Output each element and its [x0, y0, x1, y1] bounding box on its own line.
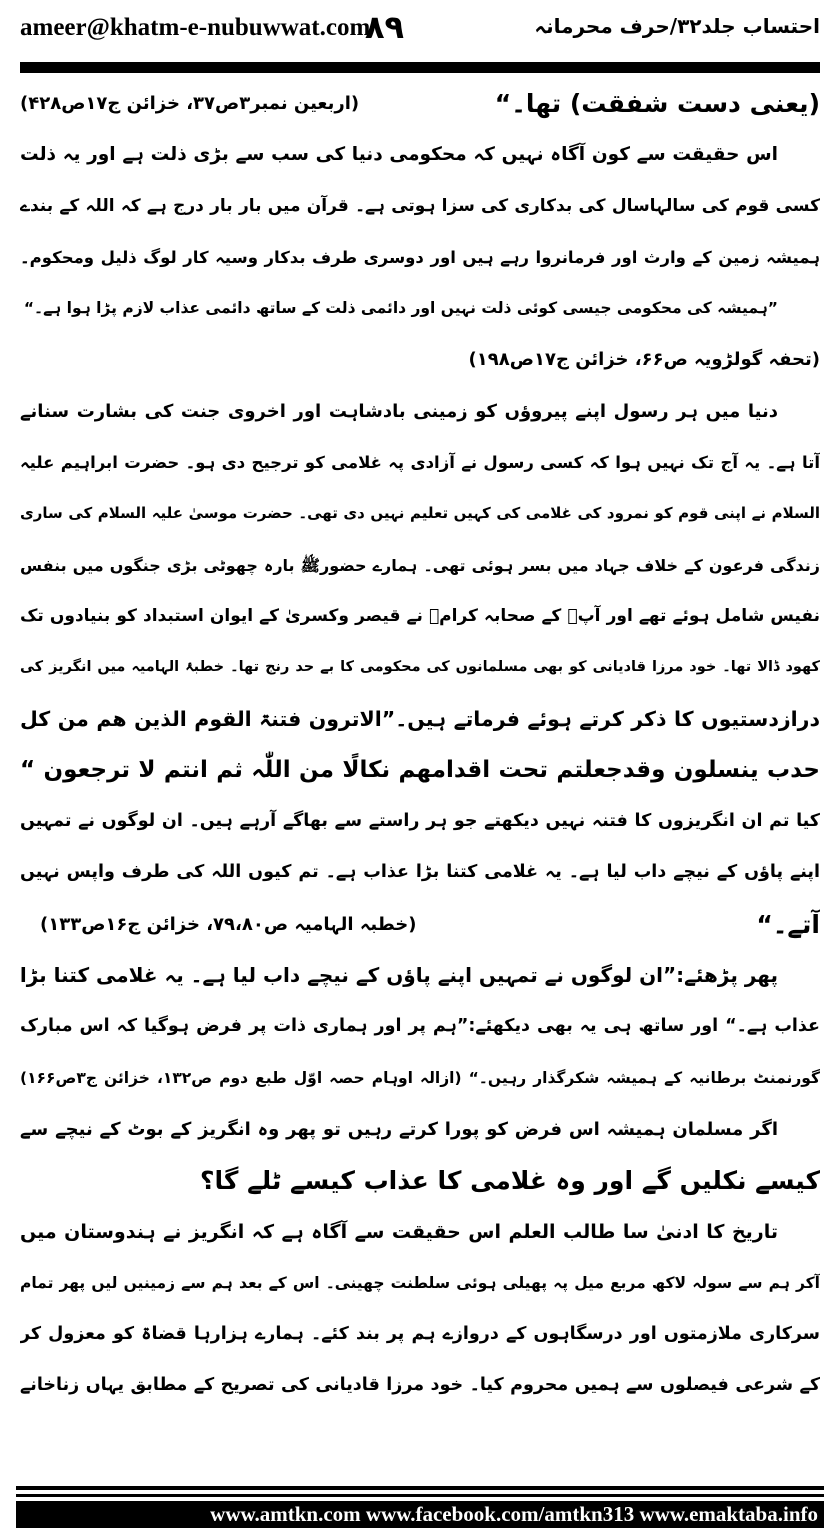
text-line: دنیا میں ہر رسول اپنے پیروؤں کو زمینی بادشاہت اور اخروی جنت کی بشارت سنانے	[20, 400, 778, 422]
text-line: آتا ہے۔ یہ آج تک نہیں ہوا کہ کسی رسول نے آزادی پہ غلامی کو ترجیح دی ہو۔ حضرت ابراہیم علیہ	[20, 453, 820, 473]
text-line: کسی قوم کی سالہاسال کی بدکاری کی سزا ہوتی ہے۔ قرآن میں بار بار درج ہے کہ اللہ کے بندے	[20, 195, 820, 216]
text-line: السلام نے اپنی قوم کو نمرود کی غلامی کی کہیں تعلیم نہیں دی تھی۔ حضرت موسیٰ علیہ السلام کی ساری	[20, 504, 820, 523]
text-line	[20, 78, 820, 129]
book-title: احتساب جلد۳۲/حرف محرمانہ	[534, 14, 820, 38]
text-line: کے شرعی فیصلوں سے ہمیں محروم کیا۔ خود مرزا قادیانی کی تصریح کے مطابق یہاں زناخانے	[20, 1375, 820, 1396]
text-line: اگر مسلمان ہمیشہ اس فرض کو پورا کرتے رہیں تو پھر وہ انگریز کے بوٹ کے نیچے سے	[20, 1118, 778, 1140]
text-line: درازدستیوں کا ذکر کرتے ہوئے فرماتے ہیں۔”الاترون فتنۃ القوم الذین ھم من کل	[20, 706, 820, 731]
header-rule	[20, 62, 820, 73]
footer-rule	[16, 1494, 824, 1497]
page-header	[20, 10, 820, 50]
line-text: آتے۔“	[756, 909, 820, 939]
page-number: ۸۹	[365, 8, 405, 46]
text-line: نفیس شامل ہوئے تھے اور آپؐ کے صحابہ کرامؓ نے قیصر وکسریٰ کے ایوان استبداد کو بنیادوں تک	[20, 605, 820, 626]
line-text: (یعنی دست شفقت) تھا۔“	[494, 89, 820, 118]
text-line: کھود ڈالا تھا۔ خود مرزا قادیانی کو بھی مسلمانوں کی محکومی کا بے حد رنج تھا۔ خطبۂ الہامیہ میں انگریز کی	[20, 659, 820, 676]
text-line: ہمیشہ زمین کے وارث اور فرمانروا رہے ہیں اور دوسری طرف بدکار وسیہ کار لوگ ذلیل ومحکوم۔	[20, 247, 820, 267]
text-line: عذاب ہے۔“ اور ساتھ ہی یہ بھی دیکھئے:”ہم پر اور ہماری ذات پر فرض ہوگیا کہ اس مبارک	[20, 1016, 820, 1037]
text-line	[20, 899, 820, 950]
footer-rule	[16, 1486, 824, 1490]
arabic-quote-line: حدب ینسلون وقدجعلتم تحت اقدامھم نکالًا من اللّٰہ ثم انتم لا ترجعون “	[20, 756, 820, 783]
text-line: اپنے پاؤں کے نیچے داب لیا ہے۔ یہ غلامی کتنا بڑا عذاب ہے۔ تم کیوں اللہ کی طرف واپس نہیں	[20, 862, 820, 883]
text-line: تاریخ کا ادنیٰ سا طالب العلم اس حقیقت سے آگاہ ہے کہ انگریز نے ہندوستان میں	[20, 1220, 778, 1243]
citation: (اربعین نمبر۳ص۳۷، خزائن ج۱۷ص۴۲۸)	[20, 93, 360, 114]
text-line: زندگی فرعون کے خلاف جہاد میں بسر ہوئی تھی۔ ہمارے حضورﷺ بارہ چھوٹی بڑی جنگوں میں بنفس	[20, 555, 820, 575]
text-line: پھر پڑھئے:”ان لوگوں نے تمہیں اپنے پاؤں کے نیچے داب لیا ہے۔ یہ غلامی کتنا بڑا	[20, 963, 778, 988]
text-line: کیا تم ان انگریزوں کا فتنہ نہیں دیکھتے جو ہر راستے سے بھاگے آرہے ہیں۔ ان لوگوں نے تمہیں	[20, 811, 820, 832]
citation: (خطبہ الہامیہ ص۷۹،۸۰، خزائن ج۱۶ص۱۳۳)	[40, 913, 417, 935]
citation: (تحفہ گولڑویہ ص۶۶، خزائن ج۱۷ص۱۹۸)	[468, 349, 820, 371]
text-line: گورنمنٹ برطانیہ کے ہمیشہ شکرگذار رہیں۔“ (ازالہ اوہام حصہ اوّل طبع دوم ص۱۳۲، خزائن ج۳ص۱۶۶)	[20, 1068, 820, 1087]
header-email: ameer@khatm-e-nubuwwat.com	[20, 14, 371, 41]
text-line: کیسے نکلیں گے اور وہ غلامی کا عذاب کیسے ٹلے گا؟	[199, 1166, 820, 1196]
page-body	[20, 78, 820, 1412]
text-line: سرکاری ملازمتوں اور درسگاہوں کے دروازے ہم پر بند کئے۔ ہمارے ہزارہا قضاۃ کو معزول کر	[20, 1324, 820, 1345]
text-line: اس حقیقت سے کون آگاہ نہیں کہ محکومی دنیا کی سب سے بڑی ذلت ہے اور یہ ذلت	[20, 144, 778, 166]
quote-line: ”ہمیشہ کی محکومی جیسی کوئی ذلت نہیں اور دائمی ذلت کے ساتھ دائمی عذاب لازم پڑا ہوا ہے۔“	[23, 299, 778, 318]
footer-links: www.amtkn.com www.facebook.com/amtkn313 www.emaktaba.info	[16, 1501, 824, 1528]
text-line: آکر ہم سے سولہ لاکھ مربع میل پہ پھیلی ہوئی سلطنت چھینی۔ اس کے بعد ہم سے زمینیں لیں پھر تمام	[20, 1273, 820, 1292]
